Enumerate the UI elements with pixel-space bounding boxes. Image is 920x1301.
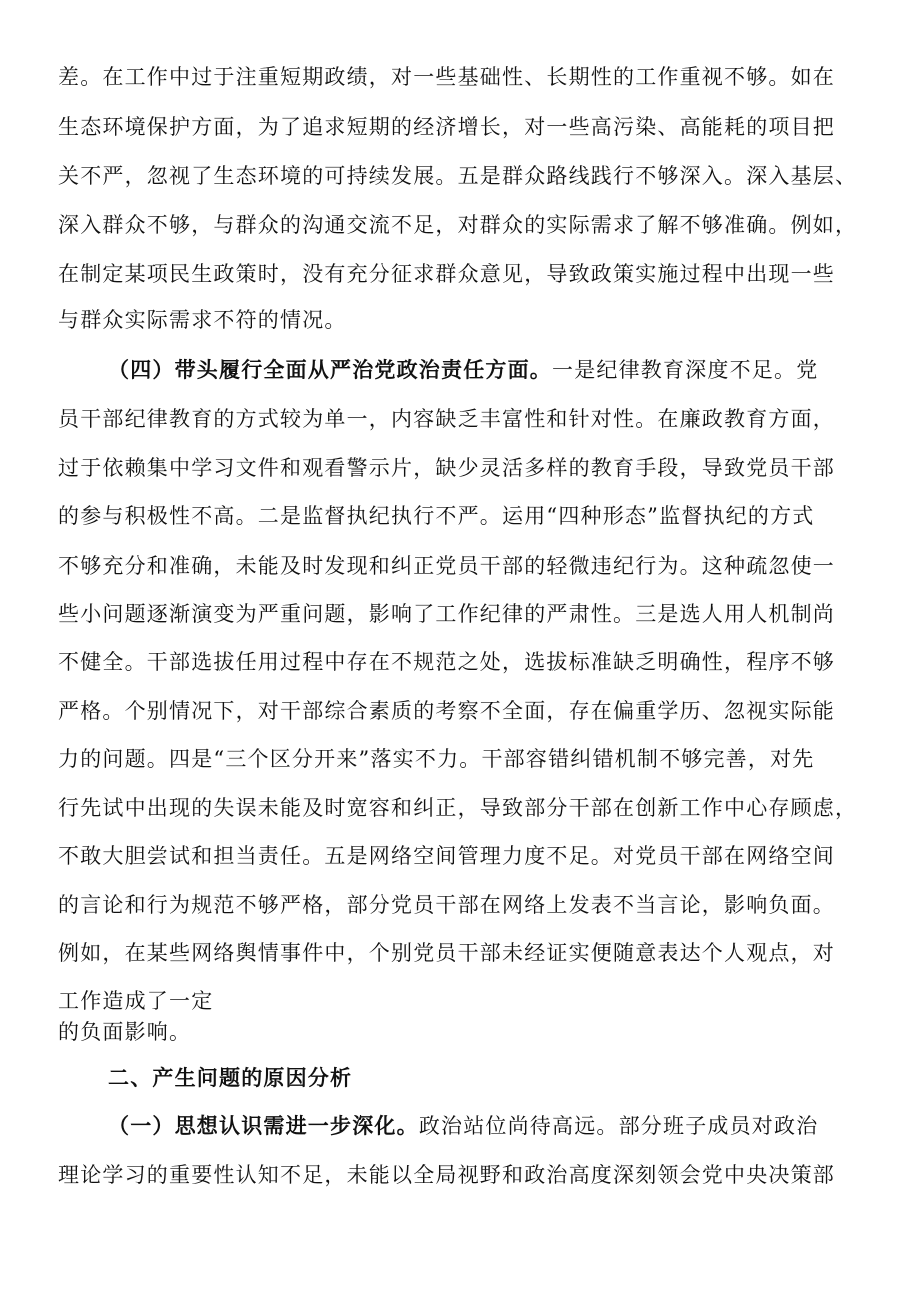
section-two-heading: 二、产生问题的原因分析	[108, 1065, 353, 1090]
body-line: 不够充分和准确，未能及时发现和纠正党员干部的轻微违纪行为。这种疏忽使一	[58, 554, 835, 578]
body-line: 严格。个别情况下，对干部综合素质的考察不全面，存在偏重学历、忽视实际能	[58, 699, 835, 723]
body-line: 的参与积极性不高。二是监督执纪执行不严。运用“四种形态”监督执纪的方式	[58, 504, 815, 528]
body-line: 与群众实际需求不符的情况。	[58, 308, 347, 332]
body-line: 的言论和行为规范不够严格，部分党员干部在网络上发表不当言论，影响负面。	[58, 893, 835, 917]
body-line: 工作造成了一定	[58, 989, 214, 1013]
body-line: 生态环境保护方面，为了追求短期的经济增长，对一些高污染、高能耗的项目把	[58, 115, 835, 139]
section-4-first-line	[108, 355, 818, 385]
subsection-1-first-line-text: 政治站位尚待高远。部分班子成员对政治	[418, 1114, 819, 1138]
body-line: 例如，在某些网络舆情事件中，个别党员干部未经证实便随意表达个人观点，对	[58, 941, 835, 965]
body-line: 深入群众不够，与群众的沟通交流不足，对群众的实际需求了解不够准确。例如，	[58, 213, 858, 237]
body-line: 不敢大胆尝试和担当责任。五是网络空间管理力度不足。对党员干部在网络空间	[58, 844, 835, 868]
body-line: 不健全。干部选拔任用过程中存在不规范之处，选拔标准缺乏明确性，程序不够	[58, 650, 835, 674]
body-line: 些小问题逐渐演变为严重问题，影响了工作纪律的严肃性。三是选人用人机制尚	[58, 602, 835, 626]
subsection-1-heading: （一）思想认识需进一步深化。	[108, 1113, 419, 1138]
body-line: 的负面影响。	[58, 1020, 192, 1044]
body-line: 在制定某项民生政策时，没有充分征求群众意见，导致政策实施过程中出现一些	[58, 262, 835, 286]
body-line: 行先试中出现的失误未能及时宽容和纠正，导致部分干部在创新工作中心存顾虑，	[58, 796, 858, 820]
body-line: 过于依赖集中学习文件和观看警示片，缺少灵活多样的教育手段，导致党员干部	[58, 456, 835, 480]
body-line: 员干部纪律教育的方式较为单一，内容缺乏丰富性和针对性。在廉政教育方面，	[58, 407, 835, 431]
body-line: 理论学习的重要性认知不足，未能以全局视野和政治高度深刻领会党中央决策部	[58, 1163, 835, 1187]
body-line: 关不严，忽视了生态环境的可持续发展。五是群众路线践行不够深入。深入基层、	[58, 164, 858, 188]
body-line: 差。在工作中过于注重短期政绩，对一些基础性、长期性的工作重视不够。如在	[58, 65, 835, 89]
section-4-first-line-text: 一是纪律教育深度不足。党	[552, 358, 819, 382]
section-4-heading: （四）带头履行全面从严治党政治责任方面。	[108, 357, 552, 382]
subsection-1-first-line	[108, 1111, 818, 1141]
body-line: 力的问题。四是“三个区分开来”落实不力。干部容错纠错机制不够完善，对先	[58, 747, 815, 771]
